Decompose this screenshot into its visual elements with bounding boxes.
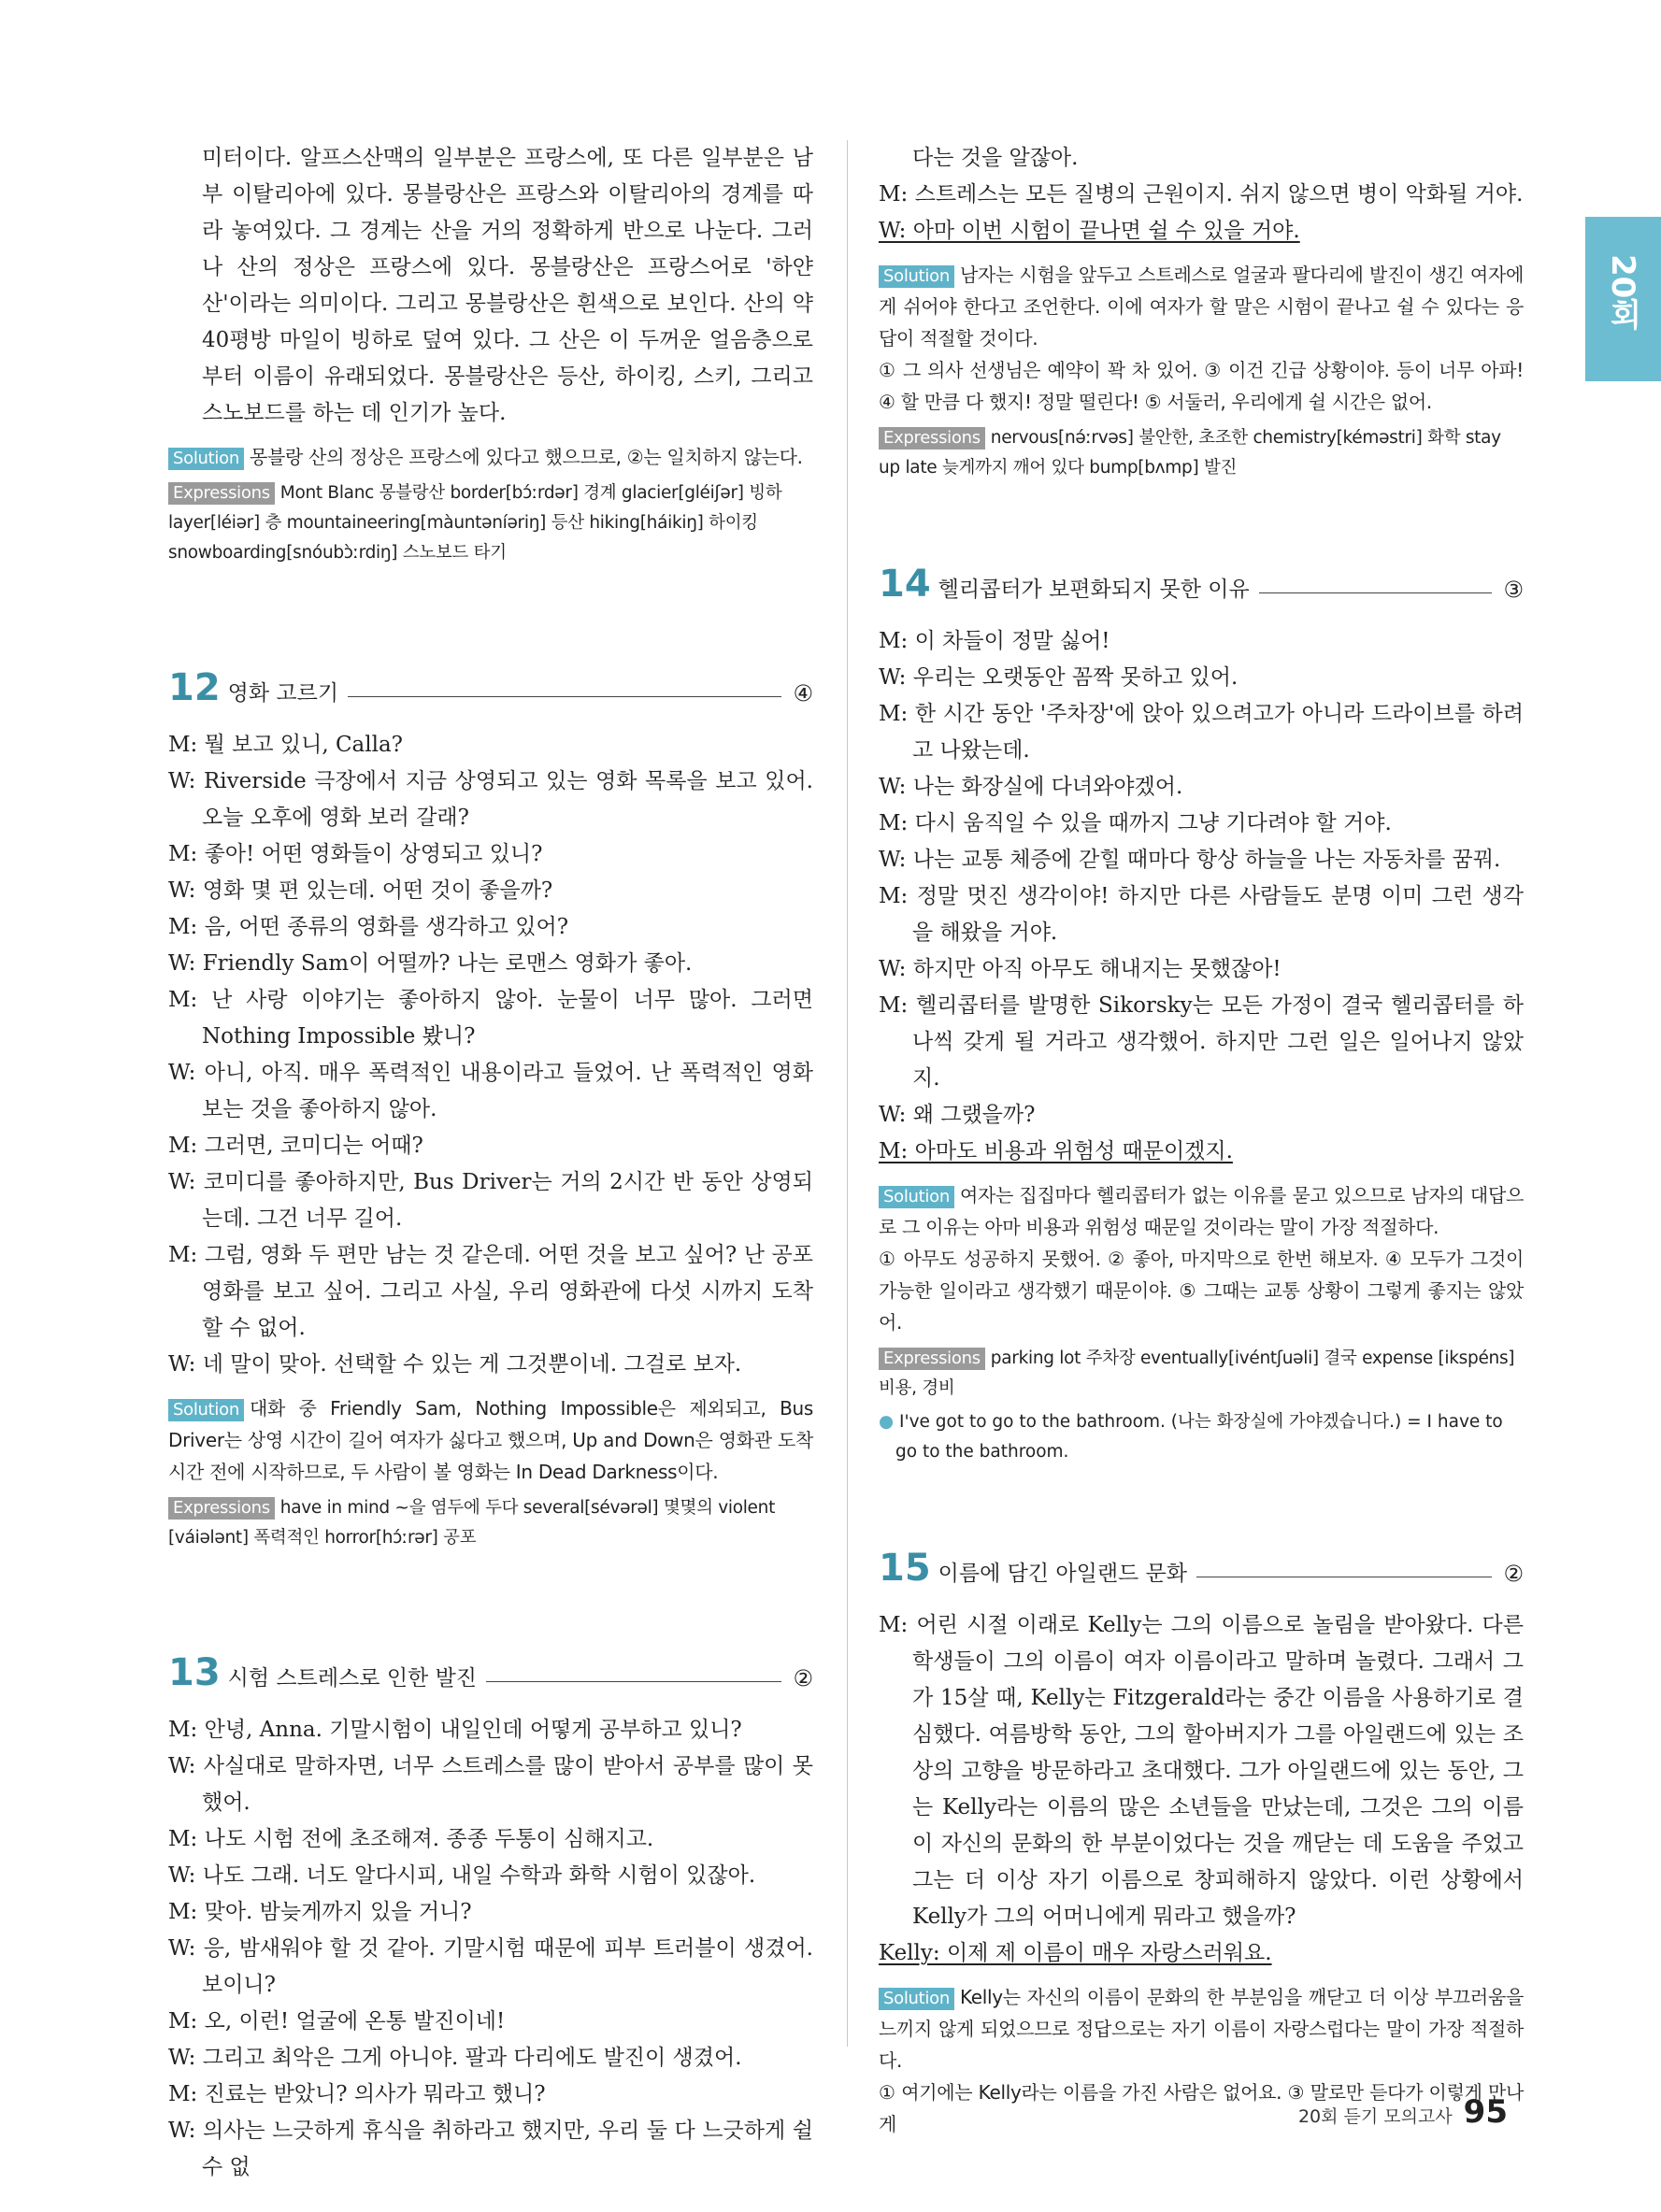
dialogue-line: W: 응, 밤새워야 할 것 같아. 기말시험 때문에 피부 트러블이 생겼어. 보이니?: [168, 1936, 813, 1997]
solution-tag: Solution: [879, 1988, 954, 2010]
q15-section: [879, 1542, 1524, 2140]
question-number: 12: [168, 666, 221, 709]
dialogue-line: W: Friendly Sam이 어떨까? 나는 로맨스 영화가 좋아.: [168, 951, 693, 976]
header-rule: [348, 696, 781, 697]
q11-continuation: [168, 140, 813, 568]
q14-expressions: Expressions parking lot 주차장 eventually[ivéntʃuəli] 결국 expense [ikspéns] 비용, 경비: [879, 1349, 1515, 1398]
page-number: 95: [1463, 2093, 1508, 2131]
chapter-tab: 20회: [1585, 217, 1661, 381]
dialogue-line: M: 좋아! 어떤 영화들이 상영되고 있니?: [168, 842, 543, 866]
dialogue-line: M: 오, 이런! 얼굴에 온통 발진이네!: [168, 2009, 506, 2034]
q14-section: [879, 558, 1524, 1467]
question-answer: ②: [1503, 1561, 1524, 1587]
dialogue-line: M: 진료는 받았니? 의사가 뭐라고 했니?: [168, 2082, 546, 2106]
dialogue-line: M: 안녕, Anna. 기말시험이 내일인데 어떻게 공부하고 있니?: [168, 1718, 742, 1742]
dialogue-line: W: 나는 화장실에 다녀와야겠어.: [879, 775, 1183, 799]
dialogue-line: W: 사실대로 말하자면, 너무 스트레스를 많이 받아서 공부를 많이 못 했어.: [168, 1754, 813, 1815]
answer-line: M: 아마도 비용과 위험성 때문이겠지.: [879, 1139, 1233, 1163]
q14-dialogue: [879, 623, 1524, 1170]
q13-options: ① 그 의사 선생님은 예약이 꽉 차 있어. ③ 이건 긴급 상황이야. 등이 너무 아파! ④ 할 만큼 다 했지! 정말 떨린다! ⑤ 서둘러, 우리에게 쉴 시간은 없어.: [879, 359, 1524, 413]
solution-tag: Solution: [168, 1399, 244, 1421]
dialogue-line: M: 맞아. 밤늦게까지 있을 거니?: [168, 1900, 472, 1924]
answer-line: W: 아마 이번 시험이 끝나면 쉴 수 있을 거야.: [879, 219, 1300, 243]
q13-solution: Solution 남자는 시험을 앞두고 스트레스로 얼굴과 팔다리에 발진이 생긴 여자에게 쉬어야 한다고 조언한다. 이에 여자가 할 말은 시험이 끝나고 쉴 수 있다는 응답이 적절할 것이다.: [879, 264, 1524, 350]
dialogue-line: M: 스트레스는 모든 질병의 근원이지. 쉬지 않으면 병이 악화될 거야.: [879, 182, 1524, 207]
q14-note: ● I've got to go to the bathroom. (나는 화장실에 가야겠습니다.) = I have to go to the bathroom.: [879, 1412, 1503, 1462]
q14-options: ① 아무도 성공하지 못했어. ② 좋아, 마지막으로 한번 해보자. ④ 모두가 그것이 가능한 일이라고 생각했기 때문이야. ⑤ 그때는 교통 상황이 그렇게 좋지는 않았어.: [879, 1248, 1524, 1334]
question-title: 이름에 담긴 아일랜드 문화: [938, 1562, 1188, 1586]
q12-header: [168, 662, 813, 708]
q14-solution: Solution 여자는 집집마다 헬리콥터가 없는 이유를 묻고 있으므로 남자의 대답으로 그 이유는 아마 비용과 위험성 때문일 것이라는 말이 가장 적절하다.: [879, 1184, 1524, 1238]
solution-tag: Solution: [168, 448, 244, 470]
dialogue-line: 다는 것을 알잖아.: [912, 146, 1079, 170]
q15-options: ① 여기에는 Kelly라는 이름을 가진 사람은 없어요. ③ 말로만 듣다가 이렇게 만나게: [879, 2081, 1524, 2135]
dialogue-line: W: 영화 몇 편 있는데. 어떤 것이 좋을까?: [168, 878, 553, 903]
question-answer: ④: [793, 680, 813, 706]
expressions-tag: Expressions: [168, 1497, 275, 1520]
dialogue-line: M: 뭘 보고 있니, Calla?: [168, 733, 404, 757]
dialogue-line: M: 그럼, 영화 두 편만 남는 것 같은데. 어떤 것을 보고 싶어? 난 공포 영화를 보고 싶어. 그리고 사실, 우리 영화관에 다섯 시까지 도착할 수 없어.: [168, 1243, 813, 1340]
dialogue-line: M: 정말 멋진 생각이야! 하지만 다른 사람들도 분명 이미 그런 생각을 해왔을 거야.: [879, 884, 1524, 945]
dialogue-line: W: 코미디를 좋아하지만, Bus Driver는 거의 2시간 반 동안 상영되는데. 그건 너무 길어.: [168, 1170, 813, 1231]
dialogue-line: W: 우리는 오랫동안 꼼짝 못하고 있어.: [879, 665, 1239, 690]
dialogue-line: M: 그러면, 코미디는 어때?: [168, 1134, 423, 1158]
question-title: 헬리콥터가 보편화되지 못한 이유: [938, 578, 1250, 602]
dialogue-line: W: 하지만 아직 아무도 해내지는 못했잖아!: [879, 957, 1282, 981]
dialogue-line: M: 이 차들이 정말 싫어!: [879, 629, 1110, 653]
q11-solution: Solution 몽블랑 산의 정상은 프랑스에 있다고 했으므로, ②는 일치하지 않는다.: [168, 441, 813, 473]
q13-header: [168, 1647, 813, 1693]
question-number: 14: [879, 563, 931, 606]
q12-dialogue: [168, 727, 813, 1383]
q12-expressions: Expressions have in mind ~을 염두에 두다 several[sévərəl] 몇몇의 violent [váiələnt] 폭력적인 horror[hɔ́ːrər] 공포: [168, 1498, 776, 1548]
bullet-icon: ●: [879, 1412, 900, 1432]
dialogue-line: M: 음, 어떤 종류의 영화를 생각하고 있어?: [168, 915, 569, 939]
header-rule: [1259, 592, 1493, 593]
expressions-tag: Expressions: [879, 427, 985, 450]
question-number: 15: [879, 1547, 931, 1590]
dialogue-line: M: 헬리콥터를 발명한 Sikorsky는 모든 가정이 결국 헬리콥터를 하나씩 갖게 될 거라고 생각했어. 하지만 그런 일은 일어나지 않았지.: [879, 993, 1524, 1091]
question-number: 13: [168, 1651, 221, 1694]
question-answer: ③: [1503, 577, 1524, 603]
dialogue-line: M: 한 시간 동안 '주차장'에 앉아 있으려고가 아니라 드라이브를 하려고 나왔는데.: [879, 702, 1524, 763]
page-footer: [1298, 2093, 1508, 2131]
answer-line: Kelly: 이제 제 이름이 매우 자랑스러워요.: [879, 1941, 1272, 1965]
solution-tag: Solution: [879, 265, 954, 288]
q14-header: [879, 558, 1524, 605]
question-title: 영화 고르기: [227, 681, 339, 706]
question-answer: ②: [793, 1665, 813, 1691]
question-title: 시험 스트레스로 인한 발진: [227, 1666, 478, 1691]
q11-paragraph: 미터이다. 알프스산맥의 일부분은 프랑스에, 또 다른 일부분은 남부 이탈리아에 있다. 몽블랑산은 프랑스와 이탈리아의 경계를 따라 놓여있다. 그 경계는 산을 거의 정확하게 반으로 나눈다. 그러나 산의 정상은 프랑스에 있다. 몽블랑산은 프랑스어로 '하얀 산'이라는 의미이다. 그리고 몽블랑산은 흰색으로 보인다. 산의 약 40평방 마일이 빙하로 덮여 있다. 그 산은 이 두꺼운 얼음층으로부터 이름이 유래되었다. 몽블랑산은 등산, 하이킹, 스키, 그리고 스노보드를 하는 데 인기가 높다.: [202, 146, 813, 425]
q13-dialogue: [168, 1712, 813, 2186]
footer-label: 20회 듣기 모의고사: [1297, 2106, 1453, 2127]
monologue: M: 어린 시절 이래로 Kelly는 그의 이름으로 놀림을 받아왔다. 다른 학생들이 그의 이름이 여자 이름이라고 말하며 놀렸다. 그래서 그가 15살 때, Kelly는 Fitzgerald라는 중간 이름을 사용하기로 결심했다. 여름방학 동안, 그의 할아버지가 그를 아일랜드에 있는 조상의 고향을 방문하라고 초대했다. 그가 아일랜드에 있는 동안, 그는 Kelly라는 이름의 많은 소년들을 만났는데, 그것은 그의 이름이 자신의 문화의 한 부분이었다는 것을 깨닫는 데 도움을 주었고 그는 더 이상 자기 이름으로 창피해하지 않았다. 이런 상황에서 Kelly가 그의 어머니에게 뭐라고 했을까?: [879, 1613, 1524, 1929]
dialogue-line: W: 나도 그래. 너도 알다시피, 내일 수학과 화학 시험이 있잖아.: [168, 1863, 756, 1888]
header-rule: [486, 1681, 781, 1682]
dialogue-line: W: 네 말이 맞아. 선택할 수 있는 게 그것뿐이네. 그걸로 보자.: [168, 1352, 742, 1377]
q11-expressions: Expressions Mont Blanc 몽블랑산 border[bɔ́ːrdər] 경계 glacier[gléiʃər] 빙하 layer[léiər] 층 mountaineering[màuntəníəriŋ] 등산 hiking[háikiŋ] 하이킹 snowboarding[snóubɔ̀ːrdiŋ] 스노보드 타기: [168, 483, 782, 563]
dialogue-line: W: 의사는 느긋하게 휴식을 취하라고 했지만, 우리 둘 다 느긋하게 쉴 수 없: [168, 2119, 813, 2179]
column-divider: [847, 140, 848, 2047]
dialogue-line: M: 다시 움직일 수 있을 때까지 그냥 기다려야 할 거야.: [879, 811, 1392, 835]
expressions-tag: Expressions: [879, 1348, 985, 1370]
q12-solution: Solution 대화 중 Friendly Sam, Nothing Impossible은 제외되고, Bus Driver는 상영 시간이 길어 여자가 싫다고 했으며, Up and Down은 영화관 도착 시간 전에 시작하므로, 두 사람이 볼 영화는 In Dead Darkness이다.: [168, 1397, 813, 1483]
dialogue-line: W: Riverside 극장에서 지금 상영되고 있는 영화 목록을 보고 있어. 오늘 오후에 영화 보러 갈래?: [168, 769, 813, 830]
q15-solution: Solution Kelly는 자신의 이름이 문화의 한 부분임을 깨닫고 더 이상 부끄러움을 느끼지 않게 되었으므로 정답으로는 자기 이름이 자랑스럽다는 말이 가장 적절하다.: [879, 1986, 1524, 2072]
right-column: [879, 140, 1524, 2140]
expressions-tag: Expressions: [168, 482, 275, 505]
left-column: [168, 140, 813, 2186]
q13-expressions: Expressions nervous[nə́ːrvəs] 불안한, 초조한 chemistry[kéməstri] 화학 stay up late 늦게까지 깨어 있다 bump[bʌmp] 발진: [879, 428, 1501, 478]
dialogue-line: W: 왜 그랬을까?: [879, 1103, 1036, 1127]
q15-header: [879, 1542, 1524, 1589]
dialogue-line: M: 나도 시험 전에 초조해져. 종종 두통이 심해지고.: [168, 1827, 654, 1851]
q13-section: [168, 1647, 813, 2186]
q13-continuation: [879, 140, 1524, 483]
dialogue-line: M: 난 사랑 이야기는 좋아하지 않아. 눈물이 너무 많아. 그러면 Nothing Impossible 봤니?: [168, 988, 813, 1049]
q12-section: [168, 662, 813, 1553]
dialogue-line: W: 그리고 최악은 그게 아니야. 팔과 다리에도 발진이 생겼어.: [168, 2046, 742, 2070]
solution-tag: Solution: [879, 1186, 954, 1208]
dialogue-line: W: 아니, 아직. 매우 폭력적인 내용이라고 들었어. 난 폭력적인 영화 보는 것을 좋아하지 않아.: [168, 1061, 813, 1121]
dialogue-line: W: 나는 교통 체증에 갇힐 때마다 항상 하늘을 나는 자동차를 꿈꿔.: [879, 848, 1501, 872]
